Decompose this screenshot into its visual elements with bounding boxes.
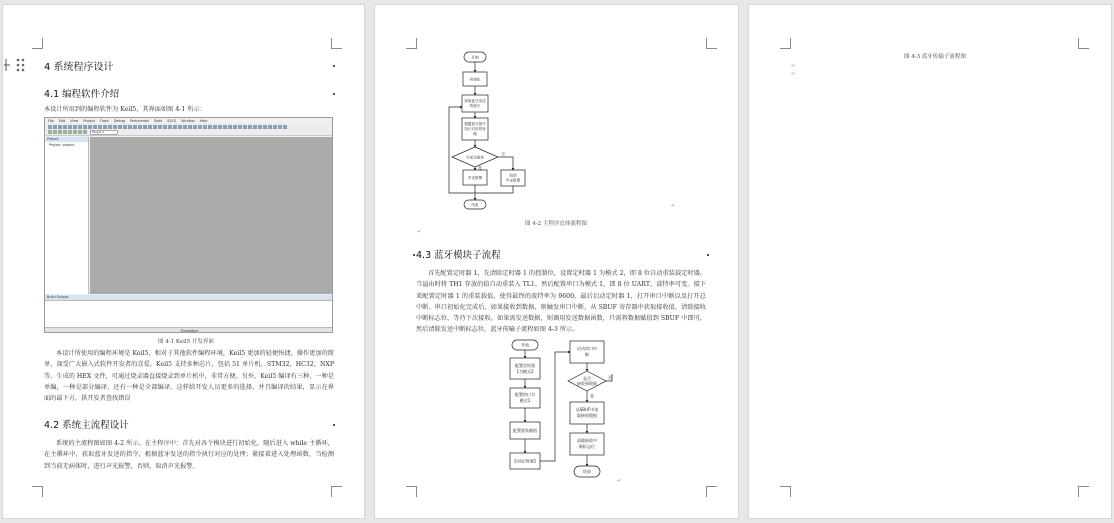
crop-mark	[406, 486, 417, 497]
crop-mark	[32, 486, 43, 497]
section-heading-4-1[interactable]: 4.1 编程软件介绍	[44, 89, 120, 100]
format-mark: ↵	[791, 71, 796, 77]
keil-menu-item: Flash	[99, 118, 109, 123]
format-mark: ↵	[617, 478, 622, 484]
flow-text: 声光报警	[505, 178, 521, 183]
flow-text: 清除接收中	[577, 438, 597, 443]
section-heading-4-2[interactable]: 4.2 系统主流程设计	[44, 420, 129, 431]
flow-text: 取接收数据	[577, 413, 597, 418]
flow-text: 从SBUF中读	[575, 407, 599, 412]
flow-text: 取消	[509, 173, 517, 178]
flow-text: 否	[501, 152, 505, 156]
format-mark	[333, 424, 335, 426]
format-mark	[333, 65, 335, 67]
crop-mark	[780, 38, 791, 49]
editor-area	[90, 137, 333, 294]
flow-text: 接收到数据	[577, 381, 597, 386]
drag-handle-icon[interactable]	[3, 56, 29, 74]
section-heading-4-3[interactable]: 4.3 蓝牙模块子流程	[416, 250, 501, 261]
flow-text: 理	[473, 132, 477, 136]
format-mark	[333, 93, 335, 95]
toolbar-icons	[48, 125, 287, 129]
main-flow-paragraph[interactable]: 系统的主流程图如图 4-2 所示。在主程序中：首先对各个模块进行初始化，随后进入 while 主循环，在主循环中，获取蓝牙发送的指令，根据蓝牙发送的指令执行对应的处理；紧接着进入处理函数，当检测到当前无病体时，进行声光报警，否则，取消声光报警。	[44, 440, 334, 470]
keil-toolbar	[45, 123, 332, 136]
keil-menu-item: Tools	[153, 118, 163, 123]
figure-caption-4-2[interactable]: 图 4-2 主程序总体流程图	[525, 221, 587, 227]
flow-text: 是	[590, 393, 594, 398]
target-select: Target 1	[90, 130, 118, 135]
keil-menu-item: SVCS	[167, 118, 177, 123]
flow-text: 配置重装载值	[513, 428, 537, 433]
format-mark: ↵	[671, 203, 676, 209]
crop-mark	[331, 486, 342, 497]
flow-text: 是	[478, 166, 482, 170]
flow-text: 开始	[471, 55, 479, 60]
crop-mark	[1078, 486, 1089, 497]
flow-text: 执行对应的处	[464, 127, 486, 131]
document-page-2	[374, 4, 739, 519]
keil-menu-item: View	[70, 118, 79, 123]
figure-caption-4-3[interactable]: 图 4-3 蓝牙传输子流程图	[904, 54, 966, 60]
flow-text: 根据蓝牙指令	[464, 122, 486, 126]
keil-paragraph[interactable]: 本设计所使用的编程环境是 Keil5，相对于其他软件编程环境，Keil5 更加的轻便快捷，操作更加的简单，深受广大嵌入式软件开发者的喜爱。Keil5 支持多种芯片，包括 51 单片机、STM32、HC32、NXP 等。生成的 HEX 文件，可通过烧录器直接烧录到单片机中，非常方便。另外，Keil5 编译有三种，一种是单编，一种是部分编译，还有一种是全部编译，这样给开发人员更多的选择，并且编译的结果，显示在界面的最下方，供开发者查找错误	[44, 350, 334, 403]
bluetooth-flowchart	[500, 335, 630, 485]
flow-text: 断	[585, 352, 589, 357]
format-mark	[707, 254, 709, 256]
crop-mark	[406, 38, 417, 49]
bluetooth-paragraph[interactable]: 首先配置定时器 1，先清除定时器 1 的控制位，设置定时器 1 为模式 2，即 8 位自动重装载定时器，当溢出时将 TH1 存放的值自动重装入 TL1。然后配置串口为模式 1，即 8 位 UART，波特率可变。接下来配置定时器 1 的重装载值，使得最终的波特率为 9600。最后启动定时器 1，打开串口中断以及打开总中断。串口初始化完成后，如果接收到数据，则触发串口中断，从 SBUF 寄存器中获取接收值，清除接收中断标志位，等待下次接收。如果需发送数据，则调用发送数据函数，只需将数据赋值到 SBUF 中即可，然后清除发送中断标志位，蓝牙传输子流程如图 4-3 所示。	[416, 270, 706, 334]
flow-text: 1为模式2	[516, 369, 534, 374]
flow-text: 声光报警	[467, 176, 483, 180]
flow-text: 模式1	[519, 398, 531, 403]
keil-menu-item: Debug	[113, 118, 125, 123]
flow-text: 启动串口中	[577, 346, 597, 351]
keil-menu-item: Peripherals	[129, 118, 149, 123]
build-output-pane	[45, 300, 333, 327]
crop-mark	[706, 486, 717, 497]
keil-menu-item: Help	[199, 118, 208, 123]
figure-caption-4-1[interactable]: 图 4-1 Keil5 开发界面	[158, 339, 214, 345]
document-page-1	[2, 4, 365, 519]
keil-screenshot	[44, 117, 333, 333]
status-bar: Simulation	[45, 327, 333, 333]
crop-mark	[780, 486, 791, 497]
crop-mark	[32, 38, 43, 49]
flow-text: 配置串口为	[515, 392, 535, 397]
flow-text: 结束	[471, 203, 479, 207]
keil-menu-item: Project	[83, 118, 95, 123]
flow-text: 的指令	[469, 104, 481, 108]
keil-menu-item: Edit	[58, 118, 66, 123]
project-pane-header: Project	[45, 137, 88, 142]
keil-menu-item: Window	[181, 118, 195, 123]
flow-text: 配置定时器	[515, 363, 535, 368]
toolbar-icons	[48, 130, 87, 134]
flow-text: 是否	[583, 376, 591, 381]
keil-menu-item: File	[48, 118, 54, 123]
format-mark	[413, 254, 415, 256]
crop-mark	[706, 38, 717, 49]
flow-text: 当前无病体	[466, 155, 484, 160]
flow-text: 初始化	[469, 77, 481, 82]
project-tree-item: Project: project	[49, 143, 75, 147]
format-mark: ↵	[791, 63, 796, 69]
document-page-3	[748, 4, 1112, 519]
project-pane	[45, 137, 89, 294]
flow-text: 开始	[521, 342, 529, 348]
format-mark: ↵	[417, 229, 422, 235]
build-output-header: Build Output	[45, 295, 333, 300]
intro-paragraph[interactable]: 本设计所用到的编程软件为 Keil5，其界面如图 4-1 所示：	[44, 106, 206, 113]
chapter-heading[interactable]: 4 系统程序设计	[44, 62, 114, 73]
flow-text: 获取蓝牙发送	[464, 99, 486, 103]
flow-text: 结束	[583, 469, 591, 474]
crop-mark	[331, 38, 342, 49]
flow-text: 否	[608, 375, 612, 380]
crop-mark	[1078, 38, 1089, 49]
main-flowchart	[445, 45, 555, 215]
flow-text: 断标志位	[579, 444, 595, 449]
flow-text: 启动定时器1	[513, 458, 537, 464]
